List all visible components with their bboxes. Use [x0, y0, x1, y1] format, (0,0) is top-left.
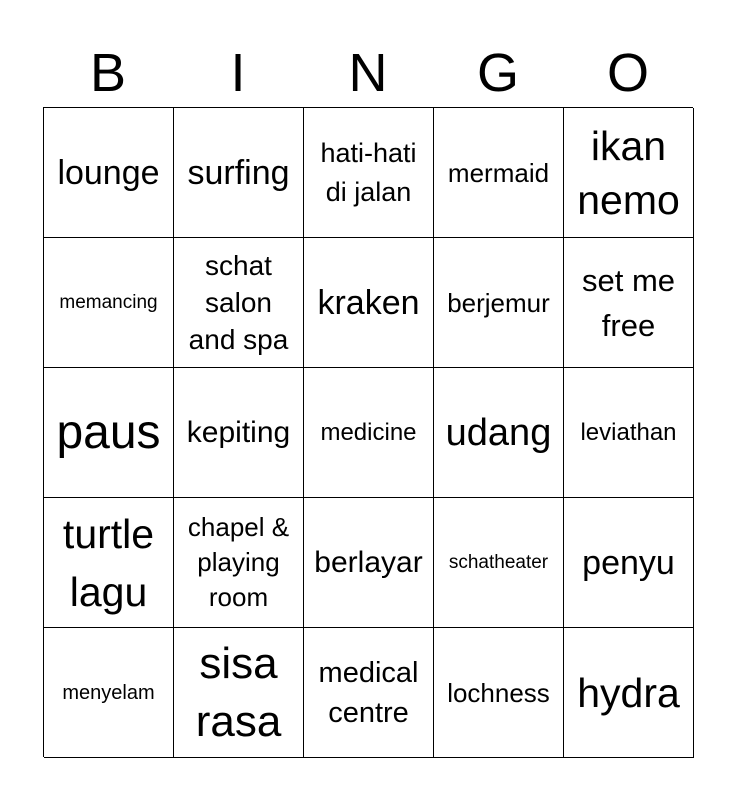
bingo-cell[interactable] — [44, 238, 174, 368]
bingo-cell[interactable] — [564, 368, 694, 498]
cell-text: leviathan — [580, 418, 677, 446]
bingo-cell[interactable] — [564, 108, 694, 238]
cell-text: hydra — [577, 669, 680, 716]
cell-text: hati-hati di jalan — [320, 137, 417, 207]
bingo-cell[interactable] — [304, 368, 434, 498]
cell-text: memancing — [59, 291, 158, 313]
bingo-cell[interactable] — [174, 108, 304, 238]
bingo-cell[interactable] — [564, 628, 694, 758]
cell-text: berjemur — [447, 287, 550, 318]
cell-text: lounge — [57, 153, 160, 192]
cell-text: surfing — [187, 153, 290, 192]
cell-text: medicine — [320, 418, 417, 446]
header-letter-g: G — [476, 43, 519, 103]
cell-text: udang — [445, 411, 552, 454]
cell-text: schat salon and spa — [188, 250, 289, 355]
cell-text: sisa rasa — [195, 638, 282, 746]
bingo-cell[interactable] — [174, 628, 304, 758]
bingo-cell[interactable] — [174, 238, 304, 368]
cell-text: set me free — [581, 262, 676, 343]
bingo-cell[interactable] — [304, 108, 434, 238]
bingo-cell[interactable] — [434, 368, 564, 498]
cell-text: menyelam — [62, 681, 155, 704]
bingo-header — [43, 42, 693, 104]
bingo-cell[interactable] — [434, 108, 564, 238]
bingo-grid — [43, 107, 693, 757]
cell-text: kraken — [317, 283, 420, 322]
bingo-cell[interactable] — [174, 498, 304, 628]
cell-text: lochness — [447, 677, 550, 708]
cell-text: medical centre — [318, 656, 419, 729]
header-letter-o: O — [606, 43, 649, 103]
header-letter-i: I — [230, 43, 246, 103]
bingo-cell[interactable] — [304, 238, 434, 368]
bingo-cell[interactable] — [44, 628, 174, 758]
cell-text: turtle lagu — [62, 510, 155, 615]
bingo-cell[interactable] — [44, 498, 174, 628]
header-letter-b: B — [89, 43, 127, 103]
bingo-cell[interactable] — [564, 498, 694, 628]
bingo-cell[interactable] — [564, 238, 694, 368]
cell-text: chapel & playing room — [187, 512, 290, 612]
cell-text: kepiting — [186, 415, 291, 449]
bingo-cell[interactable] — [304, 628, 434, 758]
bingo-cell[interactable] — [304, 498, 434, 628]
cell-text: schatheater — [448, 551, 549, 573]
cell-text: paus — [56, 405, 161, 459]
header-letter-n: N — [348, 43, 388, 103]
bingo-cell[interactable] — [434, 498, 564, 628]
bingo-cell[interactable] — [44, 108, 174, 238]
bingo-cell[interactable] — [44, 368, 174, 498]
bingo-cell[interactable] — [434, 238, 564, 368]
cell-text: berlayar — [314, 545, 423, 579]
cell-text: ikan nemo — [577, 122, 680, 223]
bingo-cell[interactable] — [174, 368, 304, 498]
cell-text: penyu — [582, 543, 675, 582]
cell-text: mermaid — [447, 157, 550, 188]
bingo-cell[interactable] — [434, 628, 564, 758]
